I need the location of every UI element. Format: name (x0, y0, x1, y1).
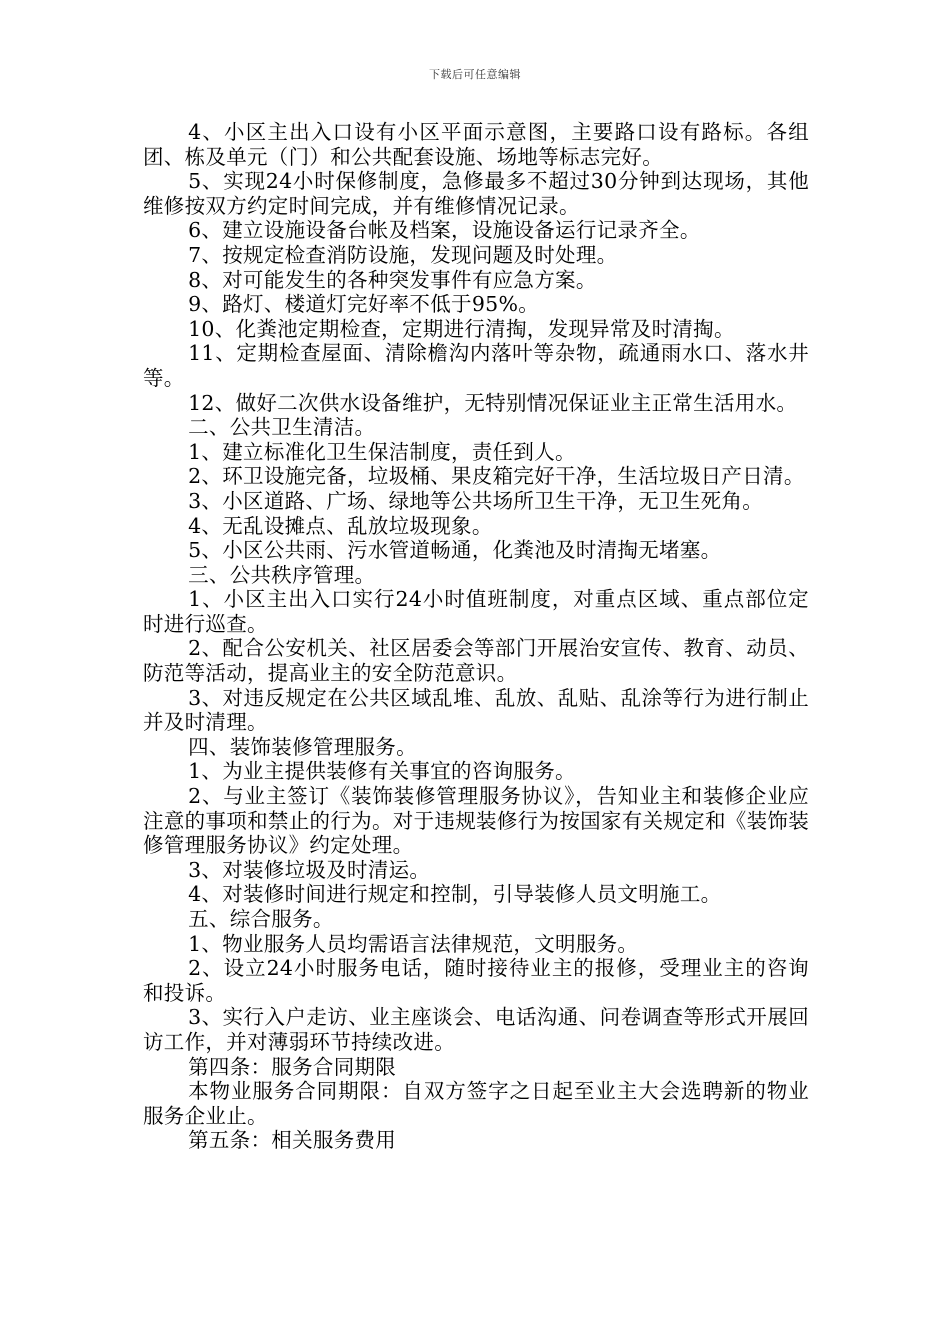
paragraph: 4、无乱设摊点、乱放垃圾现象。 (188, 513, 493, 538)
paragraph: 9、路灯、楼道灯完好率不低于95%。 (188, 292, 540, 317)
paragraph: 4、小区主出入口设有小区平面示意图，主要路口设有路标。各组团、栋及单元（门）和公共配套设施、场地等标志完好。 (143, 120, 809, 169)
paragraph: 4、对装修时间进行规定和控制，引导装修人员文明施工。 (188, 882, 722, 907)
paragraph: 11、定期检查屋面、清除檐沟内落叶等杂物，疏通雨水口、落水井等。 (143, 341, 809, 390)
paragraph: 1、建立标准化卫生保洁制度，责任到人。 (188, 439, 576, 464)
paragraph: 3、实行入户走访、业主座谈会、电话沟通、问卷调查等形式开展回访工作，并对薄弱环节持续改进。 (143, 1005, 809, 1054)
header-note: 下载后可任意编辑 (429, 68, 521, 81)
paragraph: 1、物业服务人员均需语言法律规范，文明服务。 (188, 931, 639, 956)
paragraph: 本物业服务合同期限：自双方签字之日起至业主大会选聘新的物业服务企业止。 (143, 1079, 809, 1128)
paragraph: 3、对装修垃圾及时清运。 (188, 857, 431, 882)
paragraph: 1、小区主出入口实行24小时值班制度，对重点区域、重点部位定时进行巡查。 (143, 587, 809, 636)
paragraph: 10、化粪池定期检查，定期进行清掏，发现异常及时清掏。 (188, 316, 735, 341)
paragraph: 1、为业主提供装修有关事宜的咨询服务。 (188, 759, 576, 784)
section-heading: 二、公共卫生清洁。 (188, 415, 376, 440)
paragraph: 3、对违反规定在公共区域乱堆、乱放、乱贴、乱涂等行为进行制止并及时清理。 (143, 685, 809, 735)
paragraph: 2、配合公安机关、社区居委会等部门开展治安宣传、教育、动员、防范等活动，提高业主的安全防范意识。 (143, 636, 809, 686)
paragraph: 6、建立设施设备台帐及档案，设施设备运行记录齐全。 (188, 218, 701, 243)
paragraph: 12、做好二次供水设备维护，无特别情况保证业主正常生活用水。 (188, 390, 798, 415)
paragraph: 3、小区道路、广场、绿地等公共场所卫生干净，无卫生死角。 (188, 488, 764, 513)
paragraph: 8、对可能发生的各种突发事件有应急方案。 (188, 267, 597, 292)
paragraph: 5、小区公共雨、污水管道畅通，化粪池及时清掏无堵塞。 (188, 538, 722, 563)
section-heading: 四、装饰装修管理服务。 (188, 734, 417, 759)
paragraph: 2、设立24小时服务电话，随时接待业主的报修，受理业主的咨询和投诉。 (143, 956, 809, 1005)
article-heading: 第五条：相关服务费用 (188, 1128, 397, 1153)
paragraph: 7、按规定检查消防设施，发现问题及时处理。 (188, 242, 618, 267)
paragraph: 2、与业主签订《装饰装修管理服务协议》，告知业主和装修企业应注意的事项和禁止的行为。对于违规装修行为按国家有关规定和《装饰装修管理服务协议》约定处理。 (143, 784, 809, 858)
paragraph: 2、环卫设施完备，垃圾桶、果皮箱完好干净，生活垃圾日产日清。 (188, 464, 805, 489)
document-body (143, 120, 809, 1153)
section-heading: 三、公共秩序管理。 (188, 562, 376, 587)
section-heading: 五、综合服务。 (188, 907, 334, 931)
article-heading: 第四条：服务合同期限 (188, 1054, 397, 1079)
paragraph: 5、实现24小时保修制度，急修最多不超过30分钟到达现场，其他维修按双方约定时间完成，并有维修情况记录。 (143, 169, 809, 218)
